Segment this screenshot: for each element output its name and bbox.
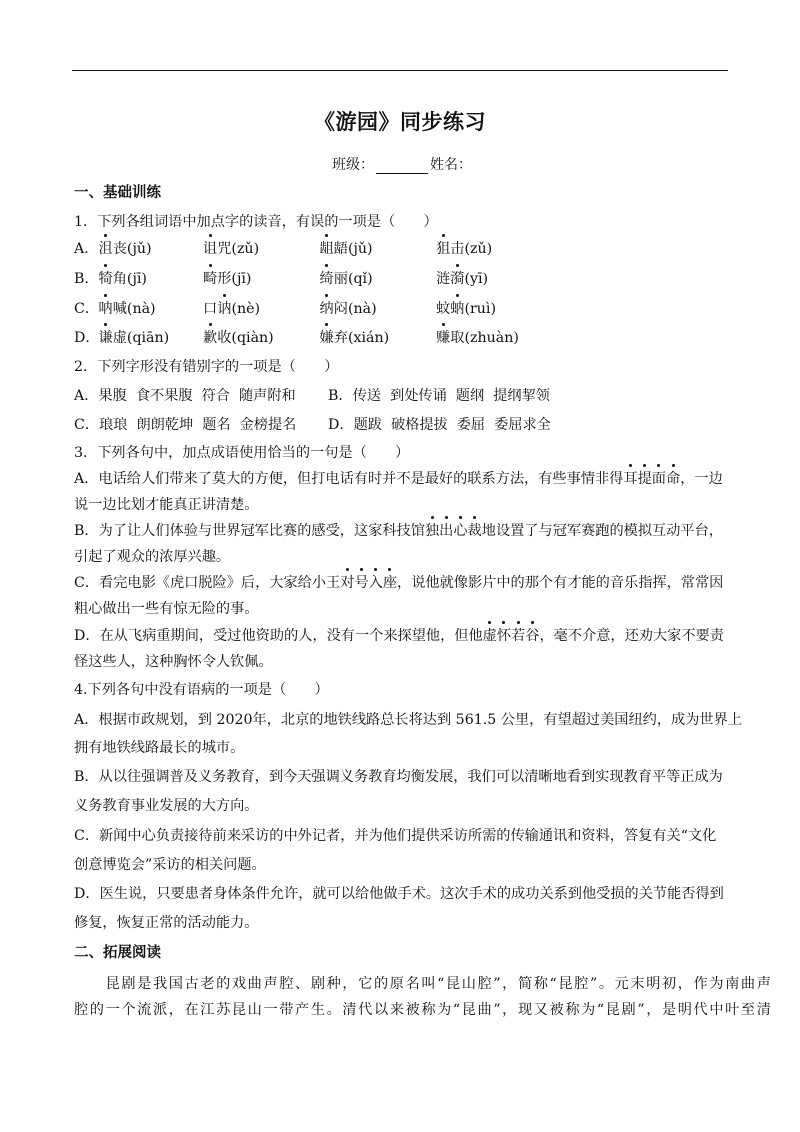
q2-row-ab <box>74 387 550 405</box>
q3-option-a-line2: 说一边比划才能真正讲清楚。 <box>74 497 259 513</box>
header-rule <box>72 70 728 71</box>
q1-b-item: 犄角(jī) <box>98 271 147 287</box>
q1-b-item: 涟漪(yī) <box>436 271 489 287</box>
q3-d-idiom <box>483 628 540 644</box>
q4-option-c-line2: 创意博览会”采访的相关问题。 <box>74 857 266 873</box>
q3-option-b-line1: B．为了让人们体验与世界冠军比赛的感受，这家科技馆独出心裁地设置了与冠军赛跑的模拟互动平台， <box>74 523 723 539</box>
q1-row-b <box>74 270 488 288</box>
q2-stem: 2．下列字形没有错别字的一项是（ ） <box>74 359 339 375</box>
q1-c-item: 纳闷(nà) <box>319 301 377 317</box>
emphasis-char: 谷 <box>525 628 540 644</box>
reading-paragraph-line2: 腔的一个流派，在江苏昆山一带产生。清代以来被称为“昆曲”，现又被称为“昆剧”，是明代中叶至清 <box>74 1002 773 1018</box>
emphasis-char: 入 <box>368 575 383 591</box>
q1-c-item: 口讷(nè) <box>203 301 261 317</box>
q1-row-d <box>74 329 519 347</box>
q2-row-cd <box>74 416 551 434</box>
emphasis-char: 怀 <box>496 628 512 644</box>
q1-d-item: 赚取(zhuàn) <box>436 330 519 346</box>
emphasis-char: 虚 <box>482 628 497 644</box>
q1-b-label: B． <box>74 271 99 287</box>
q3-option-a-line1: A．电话给人们带来了莫大的方便，但打电话有时并不是最好的联系方法，有些事情非得耳提面命，一边 <box>74 471 723 487</box>
class-name-line <box>332 154 472 174</box>
q4-option-c-line1: C．新闻中心负责接待前来采访的中外记者，并为他们提供采访所需的传输通讯和资料，答复有关“文化 <box>74 828 717 844</box>
q3-option-d-line2: 怪这些人，这种胸怀令人钦佩。 <box>74 654 273 670</box>
q1-a-label: A． <box>74 241 99 257</box>
q4-option-d-line2: 修复，恢复正常的活动能力。 <box>74 915 259 931</box>
q1-d-item: 歉收(qiàn) <box>203 330 274 346</box>
q1-a-item: 龃龉(jǔ) <box>319 241 373 257</box>
q1-c-item: 呐喊(nà) <box>98 301 156 317</box>
emphasis-char: 号 <box>354 575 369 591</box>
q1-d-label: D． <box>74 330 100 346</box>
q4-stem: 4.下列各句中没有语病的一项是（ ） <box>74 682 329 698</box>
class-label: 班级： <box>332 157 374 173</box>
emphasis-char: 若 <box>511 628 526 644</box>
q4-option-b-line1: B．从以往强调普及义务教育，到今天强调义务教育均衡发展，我们可以清晰地看到实现教育平等正成为 <box>74 769 723 785</box>
q3-option-c-line2: 粗心做出一些有惊无险的事。 <box>74 601 259 617</box>
q1-a-item: 沮丧(jǔ) <box>98 241 152 257</box>
q1-a-item: 诅咒(zǔ) <box>203 241 260 257</box>
q1-b-item: 绮丽(qǐ) <box>319 271 373 287</box>
q3-option-c-line1: C．看完电影《虎口脱险》后，大家给小王对号入座，说他就像影片中的那个有才能的音乐指挥，常常因 <box>74 575 724 591</box>
emphasis-char: 座 <box>382 575 398 591</box>
q3-b-idiom <box>425 523 482 539</box>
q1-c-label: C． <box>74 301 100 317</box>
name-label: 姓名： <box>430 157 472 173</box>
q2-option-d: D．题跋 破格提拔 委屈 委屈求全 <box>328 417 551 433</box>
q1-row-c <box>74 300 496 318</box>
emphasis-char: 对 <box>340 575 355 591</box>
class-blank[interactable] <box>376 159 428 174</box>
q2-option-a: A．果腹 食不果腹 符合 随声附和 <box>74 388 296 404</box>
q4-option-d-line1: D．医生说，只要患者身体条件允许，就可以给他做手术。这次手术的成功关系到他受损的关节能否得到 <box>74 886 724 902</box>
q3-a-idiom <box>623 471 680 487</box>
emphasis-char: 出 <box>439 523 454 539</box>
q4-option-b-line2: 义务教育事业发展的大方向。 <box>74 798 259 814</box>
q3-option-d-line1: D．在从飞病重期间，受过他资助的人，没有一个来探望他，但他虚怀若谷，毫不介意，还劝大家不要责 <box>74 628 724 644</box>
q2-option-b: B．传送 到处传诵 题纲 提纲挈领 <box>328 388 550 404</box>
page-title: 《游园》同步练习 <box>314 109 486 134</box>
q1-stem: 1．下列各组词语中加点字的读音，有误的一项是（ ） <box>74 214 438 230</box>
emphasis-char: 裁 <box>467 523 482 539</box>
emphasis-char: 提 <box>637 471 652 487</box>
reading-paragraph-line1: 昆剧是我国古老的戏曲声腔、剧种，它的原名叫“昆山腔”，简称“昆腔”。元末明初，作为南曲声 <box>74 976 773 992</box>
q1-b-item: 畸形(jī) <box>203 271 252 287</box>
section-heading-basic: 一、基础训练 <box>74 185 161 201</box>
emphasis-char: 独 <box>424 523 440 539</box>
q1-d-item: 嫌弃(xián) <box>319 330 390 346</box>
emphasis-char: 耳 <box>623 471 638 487</box>
q1-d-item: 谦虚(qiān) <box>98 330 170 346</box>
q1-c-item: 蚊蚋(ruì) <box>436 301 496 317</box>
section-heading-reading: 二、拓展阅读 <box>74 945 161 961</box>
q3-c-idiom <box>340 575 397 591</box>
q4-option-a-line1: A．根据市政规划，到 2020年，北京的地铁线路总长将达到 561.5 公里，有望超过美国纽约，成为世界上 <box>74 712 743 728</box>
emphasis-char: 面 <box>651 471 666 487</box>
q1-row-a <box>74 240 492 258</box>
q2-option-c: C．琅琅 朗朗乾坤 题名 金榜提名 <box>74 417 297 433</box>
emphasis-char: 命 <box>665 471 681 487</box>
q1-a-item: 狙击(zǔ) <box>436 241 493 257</box>
q4-option-a-line2: 拥有地铁线路最长的城市。 <box>74 740 245 756</box>
q3-option-b-line2: 引起了观众的浓厚兴趣。 <box>74 549 231 565</box>
emphasis-char: 心 <box>453 523 468 539</box>
q3-stem: 3．下列各句中，加点成语使用恰当的一句是（ ） <box>74 445 410 461</box>
